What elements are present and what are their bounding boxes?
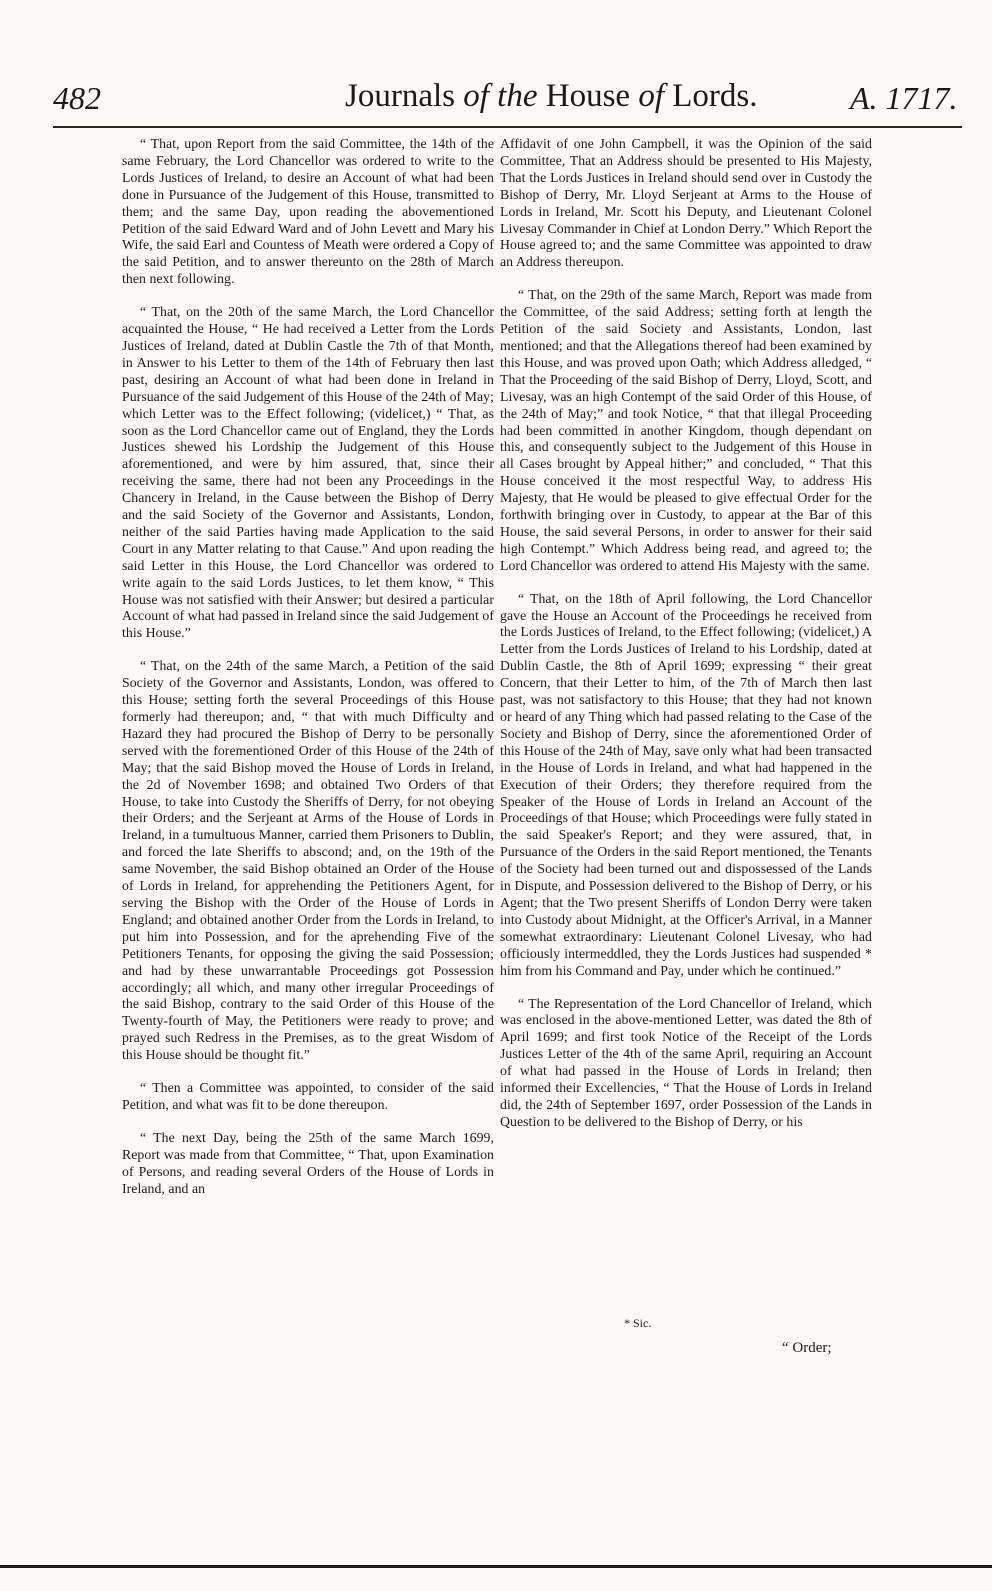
title-word: House	[545, 78, 631, 114]
footnote: * Sic.	[624, 1316, 652, 1330]
title-word: of	[463, 78, 489, 114]
paragraph: “ That, on the 24th of the same March, a Petition of the said Society of the Governor and Assistants, London, was offered to this House; setting forth the several Proceedings of this House formerly had thereupon; and, “ that with much Difficulty and Hazard they had procured the Bishop of Derry to be personally served with the forementioned Order of this House of the 24th of May; that the said Bishop moved the House of Lords in Ireland, the 2d of November 1698; and obtained Two Orders of that House, to take into Custody the Sheriffs of Derry, for not obeying their Orders; and the Serjeant at Arms of the House of Lords in Ireland, in a tumultuous Manner, carried them Prisoners to Dublin, and forced the late Sheriffs to abscond; and, on the 19th of the same November, the said Bishop obtained an Order of the House of Lords in Ireland, for apprehending the Petitioners Agent, for serving the Bishop with the Order of the House of Lords in England; and obtained another Order from the Lords in Ireland, to put him into Possession, and for the aprehending Five of the Petitioners Tenants, for opposing the giving the said Possession; and had by these unwarrantable Proceedings got Possession accordingly; all which, and many other irregular Proceedings of the said Bishop, contrary to the said Order of this House of the Twenty-fourth of May, the Petitioners were ready to prove; and prayed such Redress in the Premises, as to the great Wisdom of this House should be thought fit.”	[122, 658, 494, 1063]
paragraph: “ The Representation of the Lord Chancellor of Ireland, which was enclosed in the above-mentioned Letter, was dated the 8th of April 1699; and first took Notice of the Receipt of the Lords Justices Letter of the 4th of the same April, requiring an Account of what had passed in the House of Lords in Ireland; then informed their Excellencies, “ That the House of Lords in Ireland did, the 24th of September 1697, order Possession of the Lands in Question to be delivered to the Bishop of Derry, or his	[500, 995, 872, 1129]
paragraph: “ That, on the 18th of April following, the Lord Chancellor gave the House an Account of the Proceedings he received from the Lords Justices of Ireland, to the Effect following; (videlicet,) A Letter from the Lords Justices of Ireland to his Lordship, dated at Dublin Castle, the 8th of April 1699; expressing “ their great Concern, that their Letter to him, of the 7th of March then last past, was not satisfactory to this House; that they had not known or heard of any Thing which had passed relating to the Case of the Society and Bishop of Derry, since the aforementioned Order of this House of the 24th of May, save only what had been transacted in the House of Lords in Ireland, and what had happened in the Execution of their Orders; they therefore required from the Speaker of the House of Lords in Ireland an Account of the Proceedings of that House; which Proceedings were fully stated in the said Speaker's Report; and they were assured, that, in Pursuance of the Orders in the said Report mentioned, the Tenants of the Society had been turned out and dispossessed of the Lands in Dispute, and Possession delivered to the Bishop of Derry, or his Agent; that the Two present Sheriffs of London Derry were taken into Custody about Midnight, at the Officer's Arrival, in a Manner somewhat extraordinary: Lieutenant Colonel Livesay, who had officiously intermeddled, they the Lords Justices had suspended * him from his Command and Pay, under which he continued.”	[500, 590, 872, 978]
paragraph: “ That, upon Report from the said Committee, the 14th of the same February, the Lord Chancellor was ordered to write to the Lords Justices of Ireland, to desire an Account of what had been done in Pursuance of the Judgement of this House, transmitted to them; and the same Day, upon reading the abovementioned Petition of the said Edward Ward and of John Levett and Mary his Wife, the said Earl and Countess of Meath were ordered a Copy of the said Petition, and to answer thereunto on the 28th of March then next following.	[122, 136, 494, 287]
page-bottom-edge	[0, 1565, 992, 1568]
catchword: “ Order;	[782, 1340, 832, 1356]
paragraph: “ That, on the 20th of the same March, the Lord Chancellor acquainted the House, “ He had received a Letter from the Lords Justices of Ireland, dated at Dublin Castle the 7th of that Month, in Answer to his Letter to them of the 14th of February then last past, desiring an Account of what had been done in Ireland in Pursuance of the said Judgement of this House of the 24th of May; which Letter was to the Effect following; (videlicet,) “ That, as soon as the Lord Chancellor came out of England, they the Lords Justices shewed his Lordship the Judgement of this House aforementioned, and were by him assured, that, since their receiving the same, there had not been any Proceedings in the Chancery in Ireland, in the Cause between the Bishop of Derry and the said Society of the Governor and Assistants, London, neither of the said Parties having made Application to the said Court in any Matter relating to that Cause.” And upon reading the said Letter in this House, the Lord Chancellor was ordered to write again to the said Lords Justices, to let them know, “ This House was not satisfied with their Answer; but desired a particular Account of what had passed in Ireland since the said Judgement of this House.”	[122, 304, 494, 641]
year-marker: A. 1717.	[850, 80, 958, 116]
header-rule	[53, 126, 962, 128]
page-number: 482	[53, 80, 101, 116]
running-header	[0, 70, 992, 130]
right-column	[500, 136, 872, 1147]
paragraph: Affidavit of one John Campbell, it was the Opinion of the said Committee, That an Address should be presented to His Majesty, That the Lords Justices in Ireland should send over in Custody the Bishop of Derry, Mr. Lloyd Serjeant at Arms to the House of Lords in Ireland, Mr. Scott his Deputy, and Lieutenant Colonel Livesay Commander in Chief at London Derry.” Which Report the House agreed to; and the same Committee was appointed to draw an Address thereupon.	[500, 136, 873, 270]
paragraph: “ The next Day, being the 25th of the same March 1699, Report was made from that Committee, “ That, upon Examination of Persons, and reading several Orders of the House of Lords in Ireland, and an	[122, 1129, 494, 1196]
title-word: Journals	[345, 78, 455, 114]
left-column	[122, 136, 494, 1213]
paragraph: “ Then a Committee was appointed, to consider of the said Petition, and what was fit to be done thereupon.	[122, 1080, 494, 1112]
running-title	[345, 78, 758, 115]
title-word: the	[497, 78, 538, 114]
paragraph: “ That, on the 29th of the same March, Report was made from the Committee, of the said Address; setting forth at length the Petition of the said Society and Assistants, London, last mentioned; and that the Allegations thereof had been examined by this House, and was proved upon Oath; which Address alledged, “ That the Proceeding of the said Bishop of Derry, Lloyd, Scott, and Livesay, was an high Contempt of the said Order of this House, of the 24th of May;” and took Notice, “ that that illegal Proceeding had been committed in another Kingdom, though dependant on this, and consequently subject to the Judgement of this House in all Cases brought by Appeal hither;” and concluded, “ That this House conceived it the most respectful Way, to address His Majesty, that He would be pleased to give effectual Order for the forthwith bringing over in Custody, to appear at the Bar of this House, the said several Persons, in order to answer for their said high Contempt.” Which Address being read, and agreed to; the Lord Chancellor was ordered to attend His Majesty with the same.	[500, 287, 872, 573]
title-word: of	[638, 78, 664, 114]
title-word: Lords.	[672, 78, 758, 114]
